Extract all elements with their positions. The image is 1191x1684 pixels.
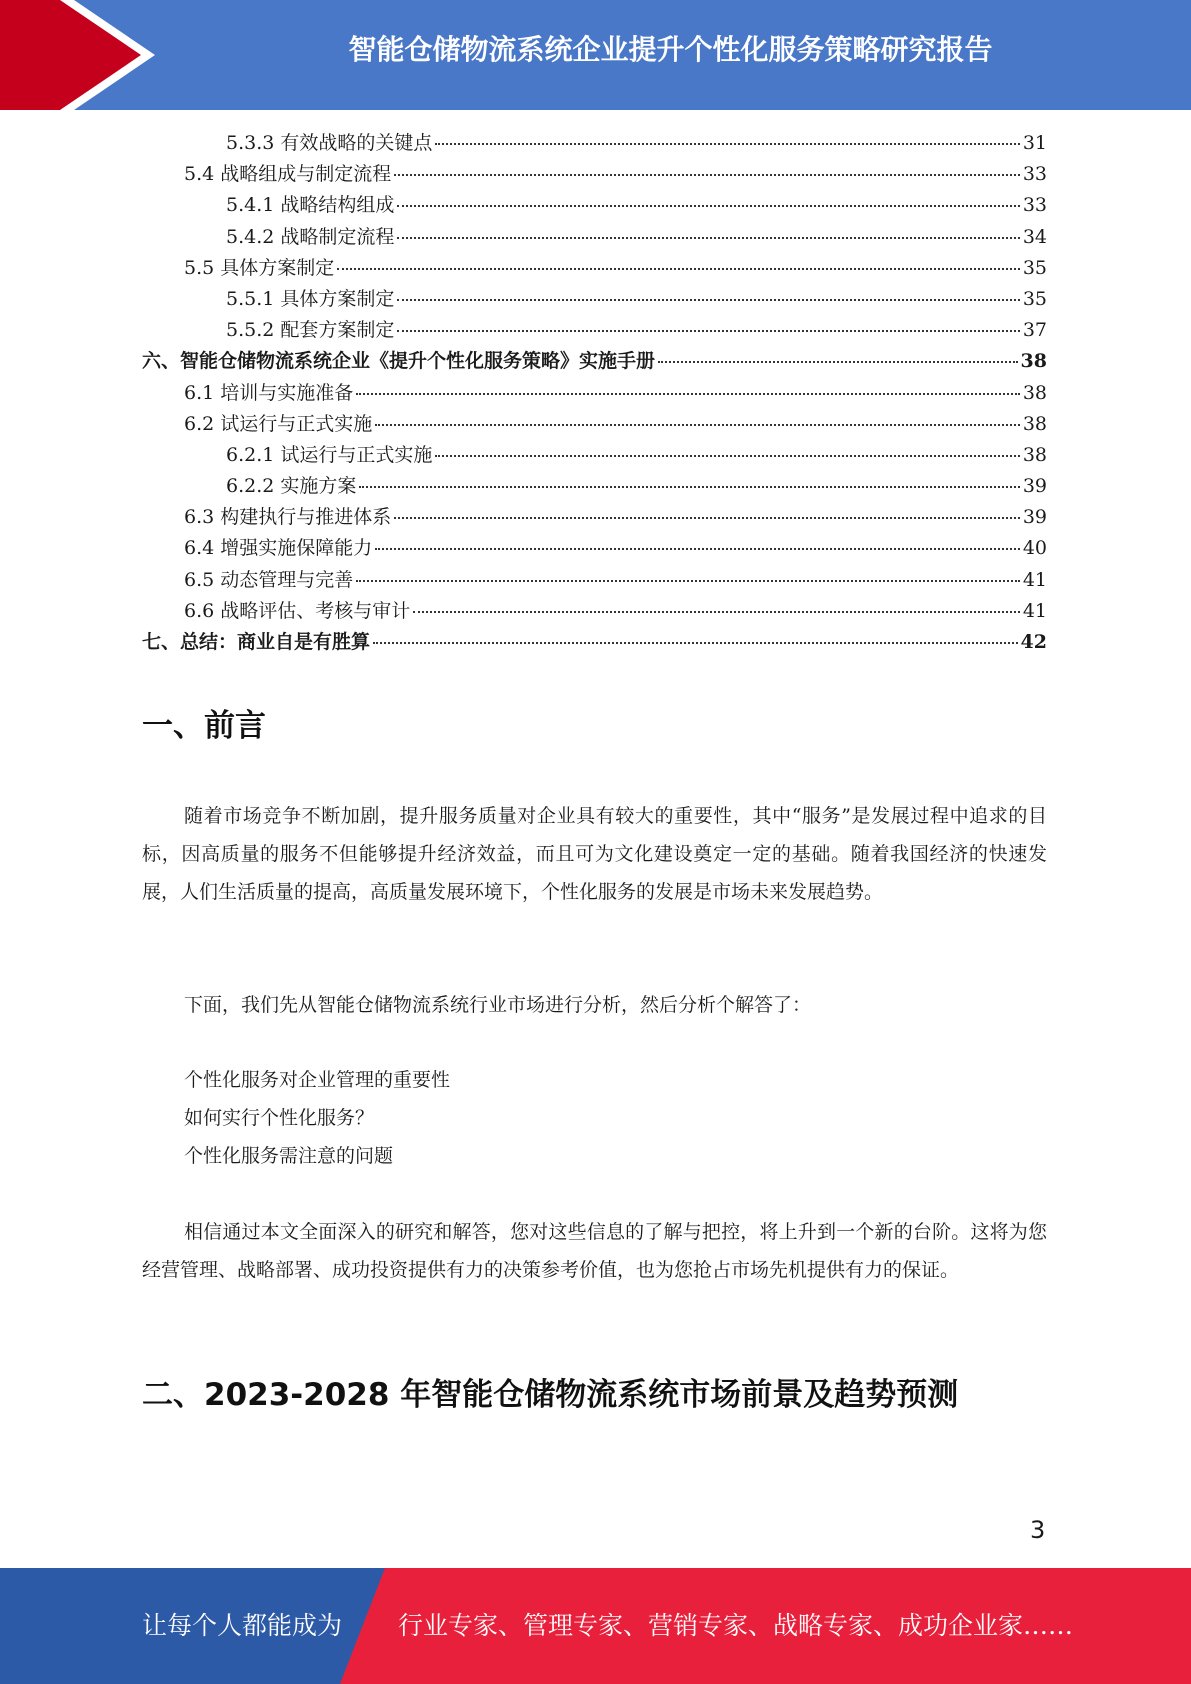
toc-entry-page: 41 xyxy=(1022,599,1047,622)
toc-entry[interactable] xyxy=(142,346,1047,377)
toc-dot-leader xyxy=(394,174,1020,176)
footer-slogan-left: 让每个人都能成为 xyxy=(142,1611,343,1640)
toc-entry-page: 33 xyxy=(1022,194,1047,217)
toc-entry-page: 31 xyxy=(1022,132,1047,154)
toc-dot-leader xyxy=(356,580,1020,582)
list-item: 如何实行个性化服务？ xyxy=(184,1107,375,1129)
page-number: 3 xyxy=(1030,1516,1046,1544)
toc-entry[interactable] xyxy=(142,440,1047,471)
toc-entry[interactable] xyxy=(142,502,1047,533)
toc-entry-page: 38 xyxy=(1022,443,1047,466)
list-item: 个性化服务需注意的问题 xyxy=(184,1145,394,1167)
toc-entry-page: 39 xyxy=(1022,475,1047,498)
toc-entry-title: 七、总结：商业自是有胜算 xyxy=(142,631,371,653)
toc-entry[interactable] xyxy=(142,471,1047,502)
toc-entry[interactable] xyxy=(142,190,1047,221)
toc-entry-title: 6.4 增强实施保障能力 xyxy=(184,537,373,560)
toc-entry-page: 38 xyxy=(1022,412,1047,435)
section-heading-preface: 一、前言 xyxy=(142,708,266,744)
toc-entry[interactable] xyxy=(142,533,1047,564)
toc-entry[interactable] xyxy=(142,128,1047,159)
toc-entry-title: 5.3.3 有效战略的关键点 xyxy=(226,132,433,154)
toc-entry-page: 38 xyxy=(1022,381,1047,404)
header-red-arrow xyxy=(0,0,150,110)
toc-entry-page: 38 xyxy=(1020,350,1047,373)
toc-entry[interactable] xyxy=(142,378,1047,409)
question-list xyxy=(184,1061,450,1175)
toc-dot-leader xyxy=(394,517,1020,519)
preface-paragraph-3: 相信通过本文全面深入的研究和解答，您对这些信息的了解与把控，将上升到一个新的台阶。这将为您经营管理、战略部署、成功投资提供有力的决策参考价值，也为您抢占市场先机提供有力的保证。 xyxy=(142,1221,1047,1281)
toc-entry-page: 41 xyxy=(1022,568,1047,591)
table-of-contents xyxy=(142,128,1047,658)
toc-entry[interactable] xyxy=(142,315,1047,346)
toc-entry[interactable] xyxy=(142,253,1047,284)
toc-entry-page: 37 xyxy=(1022,319,1047,342)
toc-entry-title: 六、智能仓储物流系统企业《提升个性化服务策略》实施手册 xyxy=(142,350,656,373)
toc-entry[interactable] xyxy=(142,222,1047,253)
toc-entry-page: 40 xyxy=(1022,537,1047,560)
toc-entry-title: 6.5 动态管理与完善 xyxy=(184,568,354,591)
toc-dot-leader xyxy=(397,330,1019,332)
toc-dot-leader xyxy=(397,299,1019,301)
toc-dot-leader xyxy=(397,237,1019,239)
toc-dot-leader xyxy=(397,205,1019,207)
toc-entry-title: 5.5.2 配套方案制定 xyxy=(226,319,395,342)
toc-dot-leader xyxy=(375,548,1020,550)
toc-dot-leader xyxy=(337,268,1020,270)
list-item: 个性化服务对企业管理的重要性 xyxy=(184,1069,451,1091)
toc-dot-leader xyxy=(413,611,1020,613)
toc-dot-leader xyxy=(658,361,1018,363)
toc-dot-leader xyxy=(435,455,1019,457)
page-header xyxy=(0,0,1191,110)
toc-dot-leader xyxy=(375,424,1020,426)
toc-entry-title: 5.4.2 战略制定流程 xyxy=(226,225,395,248)
report-title: 智能仓储物流系统企业提升个性化服务策略研究报告 xyxy=(348,33,993,66)
toc-entry-page: 39 xyxy=(1022,506,1047,529)
toc-entry[interactable] xyxy=(142,409,1047,440)
toc-dot-leader xyxy=(373,642,1018,644)
toc-entry-title: 6.3 构建执行与推进体系 xyxy=(184,506,392,529)
toc-entry-page: 42 xyxy=(1020,631,1047,653)
toc-entry[interactable] xyxy=(142,565,1047,596)
toc-entry-title: 6.1 培训与实施准备 xyxy=(184,381,354,404)
toc-entry-title: 6.2 试运行与正式实施 xyxy=(184,412,373,435)
toc-entry-title: 5.4.1 战略结构组成 xyxy=(226,194,395,217)
preface-paragraph-2: 下面，我们先从智能仓储物流系统行业市场进行分析，然后分析个解答了： xyxy=(184,994,812,1016)
toc-entry-page: 33 xyxy=(1022,163,1047,186)
toc-entry-title: 6.6 战略评估、考核与审计 xyxy=(184,599,411,622)
toc-entry-title: 5.5 具体方案制定 xyxy=(184,256,335,279)
toc-entry-title: 5.4 战略组成与制定流程 xyxy=(184,163,392,186)
footer-slogan-right: 行业专家、管理专家、营销专家、战略专家、成功企业家…… xyxy=(398,1611,1074,1640)
toc-entry-page: 34 xyxy=(1022,225,1047,248)
page-footer xyxy=(0,1568,1191,1684)
toc-entry[interactable] xyxy=(142,596,1047,627)
preface-paragraph-1: 随着市场竞争不断加剧，提升服务质量对企业具有较大的重要性，其中“服务”是发展过程中追求的目标，因高质量的服务不但能够提升经济效益，而且可为文化建设奠定一定的基础。随着我国经济的快速发展，人们生活质量的提高，高质量发展环境下，个性化服务的发展是市场未来发展趋势。 xyxy=(142,805,1047,903)
toc-entry-title: 5.5.1 具体方案制定 xyxy=(226,287,395,310)
toc-entry[interactable] xyxy=(142,159,1047,190)
toc-dot-leader xyxy=(356,393,1020,395)
toc-entry[interactable] xyxy=(142,627,1047,658)
toc-entry-page: 35 xyxy=(1022,256,1047,279)
toc-dot-leader xyxy=(359,486,1019,488)
toc-entry-page: 35 xyxy=(1022,287,1047,310)
toc-entry[interactable] xyxy=(142,284,1047,315)
toc-dot-leader xyxy=(435,143,1019,145)
section-heading-forecast: 二、2023-2028 年智能仓储物流系统市场前景及趋势预测 xyxy=(142,1377,959,1413)
toc-entry-title: 6.2.2 实施方案 xyxy=(226,475,357,498)
toc-entry-title: 6.2.1 试运行与正式实施 xyxy=(226,443,433,466)
